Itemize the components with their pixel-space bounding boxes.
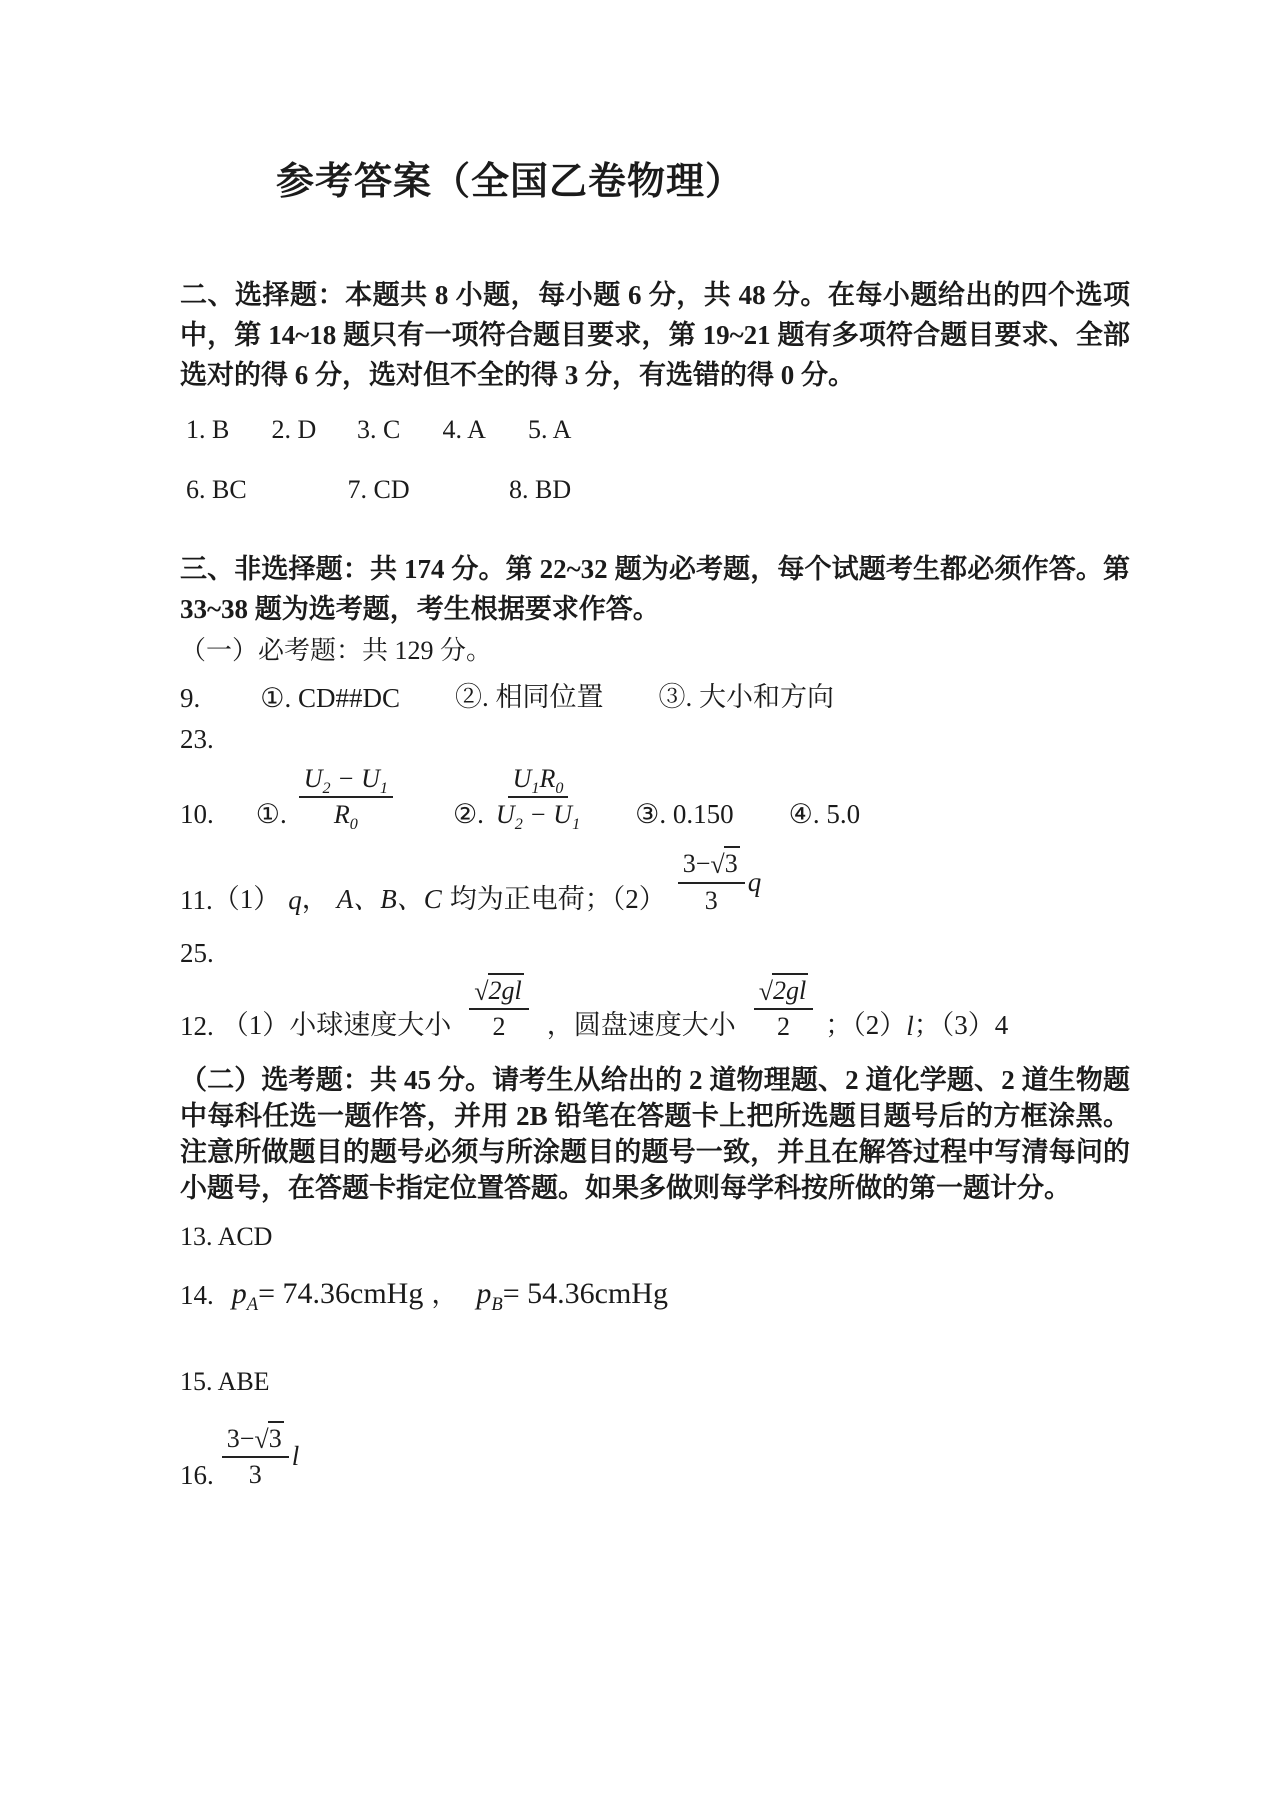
question-12-number: 12. <box>180 1011 214 1042</box>
charge-labels-abc: A、B、C <box>336 883 442 914</box>
choice-answers-row-2 <box>180 475 1130 505</box>
sqrt-radical <box>474 976 524 1005</box>
question-10-part-3: ③. 0.150 <box>635 799 734 830</box>
comma: ， <box>431 1279 459 1310</box>
fraction-3-minus-sqrt3-over-3-l <box>222 1423 299 1490</box>
fraction-numerator <box>754 975 814 1010</box>
answer-q5: 5. A <box>528 415 572 444</box>
page-title: 参考答案（全国乙卷物理） <box>275 161 744 203</box>
fraction-denominator: 2 <box>777 1011 791 1041</box>
question-25-line <box>180 938 1130 969</box>
fraction-sqrt-2gl-over-2 <box>469 975 529 1042</box>
radicand: 2gl <box>772 973 808 1005</box>
question-10-part-4: ④. 5.0 <box>788 799 861 830</box>
fraction-denominator: 2 <box>492 1011 506 1041</box>
compulsory-note: （一）必考题：共 129 分。 <box>180 636 493 665</box>
question-13-line <box>180 1222 1130 1252</box>
answer-q6: 6. BC <box>186 475 247 504</box>
answer-q3: 3. C <box>357 415 401 444</box>
section-choice-heading: 二、选择题：本题共 8 小题，每小题 6 分，共 48 分。在每小题给出的四个选项中，第 14~18 题只有一项符合题目要求，第 19~21 题有多项符合题目要求、全部选对的得 6 分，选对但不全的得 3 分，有选错的得 0 分。 <box>180 280 1130 390</box>
question-13-answer: 13. ACD <box>180 1222 273 1252</box>
fraction-denominator: $R_0$ <box>333 800 358 834</box>
section-nonchoice-heading: 三、非选择题：共 174 分。第 22~32 题为必考题，每个试题考生都必须作答。第 33~38 题为选考题，考生根据要求作答。 <box>180 554 1130 624</box>
question-11-text: 均为正电荷；（2） <box>449 883 666 914</box>
charge-symbol-q: q <box>288 884 302 915</box>
answer-q2: 2. D <box>271 415 317 444</box>
question-25-number: 25. <box>180 937 214 968</box>
fraction-numerator <box>469 975 529 1010</box>
comma: ， <box>301 883 329 914</box>
answer-q8: 8. BD <box>509 475 572 504</box>
question-12-line <box>180 975 1130 1042</box>
pressure-a-value: = 74.36cmHg <box>258 1277 424 1311</box>
sqrt-radical <box>759 976 809 1005</box>
question-10-marker-2: ②. <box>452 799 484 830</box>
pressure-a-symbol: $p_A$ <box>231 1277 259 1316</box>
fraction-suffix-l: l <box>291 1441 300 1472</box>
question-12-text-3: ；（2） <box>825 1010 907 1041</box>
section-elective-heading: （二）选考题：共 45 分。请考生从给出的 2 道物理题、2 道化学题、2 道生物题中每科任选一题作答，并用 2B 铅笔在答题卡上把所选题目题号后的方框涂黑。注意所做题目的题号必须与所涂题目的题号一致，并且在解答过程中写清每问的小题号，在答题卡指定位置答题。如果多做则每学科按所做的第一题计分。 <box>180 1065 1130 1204</box>
answer-q7: 7. CD <box>347 475 410 504</box>
sqrt-radical <box>710 849 739 878</box>
radical-sign: √ <box>254 1425 269 1455</box>
fraction-sqrt-2gl-over-2 <box>754 975 814 1042</box>
radicand: 2gl <box>488 973 524 1005</box>
question-14-number: 14. <box>180 1280 214 1311</box>
fraction-suffix-q: q <box>747 866 762 897</box>
sqrt-radical <box>254 1424 283 1453</box>
question-11-line <box>180 848 1130 915</box>
question-12-text-1: （1）小球速度大小 <box>221 1010 452 1041</box>
question-16-number: 16. <box>180 1459 214 1490</box>
question-10-marker-1: ①. <box>255 799 287 830</box>
fraction-denominator: 3 <box>248 1460 262 1490</box>
fraction-numerator: 3−√3 <box>222 1423 289 1458</box>
question-11-number: 11. <box>180 884 213 915</box>
fraction-numerator: 3−√3 <box>678 848 745 883</box>
question-12-text-2: ，圆盘速度大小 <box>546 1010 736 1041</box>
length-symbol-l: l <box>906 1011 914 1042</box>
question-15-answer: 15. ABE <box>180 1367 270 1397</box>
question-23-line <box>180 724 1130 755</box>
question-9-part-3: ③. 大小和方向 <box>658 682 834 712</box>
question-9-part-1: ①. CD##DC <box>260 683 400 713</box>
radical-sign: √ <box>710 850 725 880</box>
fraction-denominator: 3 <box>704 885 718 915</box>
radicand: 3 <box>268 1421 284 1453</box>
question-9-number: 9. <box>180 683 201 713</box>
question-12-text-4: ；（3）4 <box>913 1010 1009 1041</box>
fraction-u2-minus-u1-over-r0 <box>299 763 393 834</box>
fraction-3-minus-sqrt3-over-3-q <box>678 848 761 915</box>
pressure-b-symbol: $p_B$ <box>476 1277 503 1316</box>
question-16-line <box>180 1423 1130 1490</box>
question-10-number: 10. <box>180 799 214 830</box>
question-9-line <box>180 675 1130 714</box>
radicand: 3 <box>724 846 740 878</box>
radical-sign: √ <box>758 976 774 1006</box>
question-14-line <box>180 1272 1130 1316</box>
question-9-part-2: ②. 相同位置 <box>454 682 604 712</box>
question-23-number: 23. <box>180 724 214 754</box>
fraction-u1r0-over-u2-minus-u1 <box>495 763 581 834</box>
fraction-numerator: $U_2 - U_1$ <box>299 763 393 798</box>
choice-answers-row-1 <box>180 415 1130 445</box>
fraction-numerator: $U_1R_0$ <box>508 763 569 798</box>
fraction-denominator: $U_2 - U_1$ <box>495 800 581 834</box>
pressure-b-value: = 54.36cmHg <box>502 1277 668 1311</box>
radical-sign: √ <box>474 976 489 1006</box>
answer-q4: 4. A <box>442 415 486 444</box>
question-10-line <box>180 763 1130 834</box>
question-11-subpart-1: （1） <box>212 883 281 914</box>
answer-q1: 1. B <box>186 415 230 444</box>
question-15-line <box>180 1367 1130 1397</box>
